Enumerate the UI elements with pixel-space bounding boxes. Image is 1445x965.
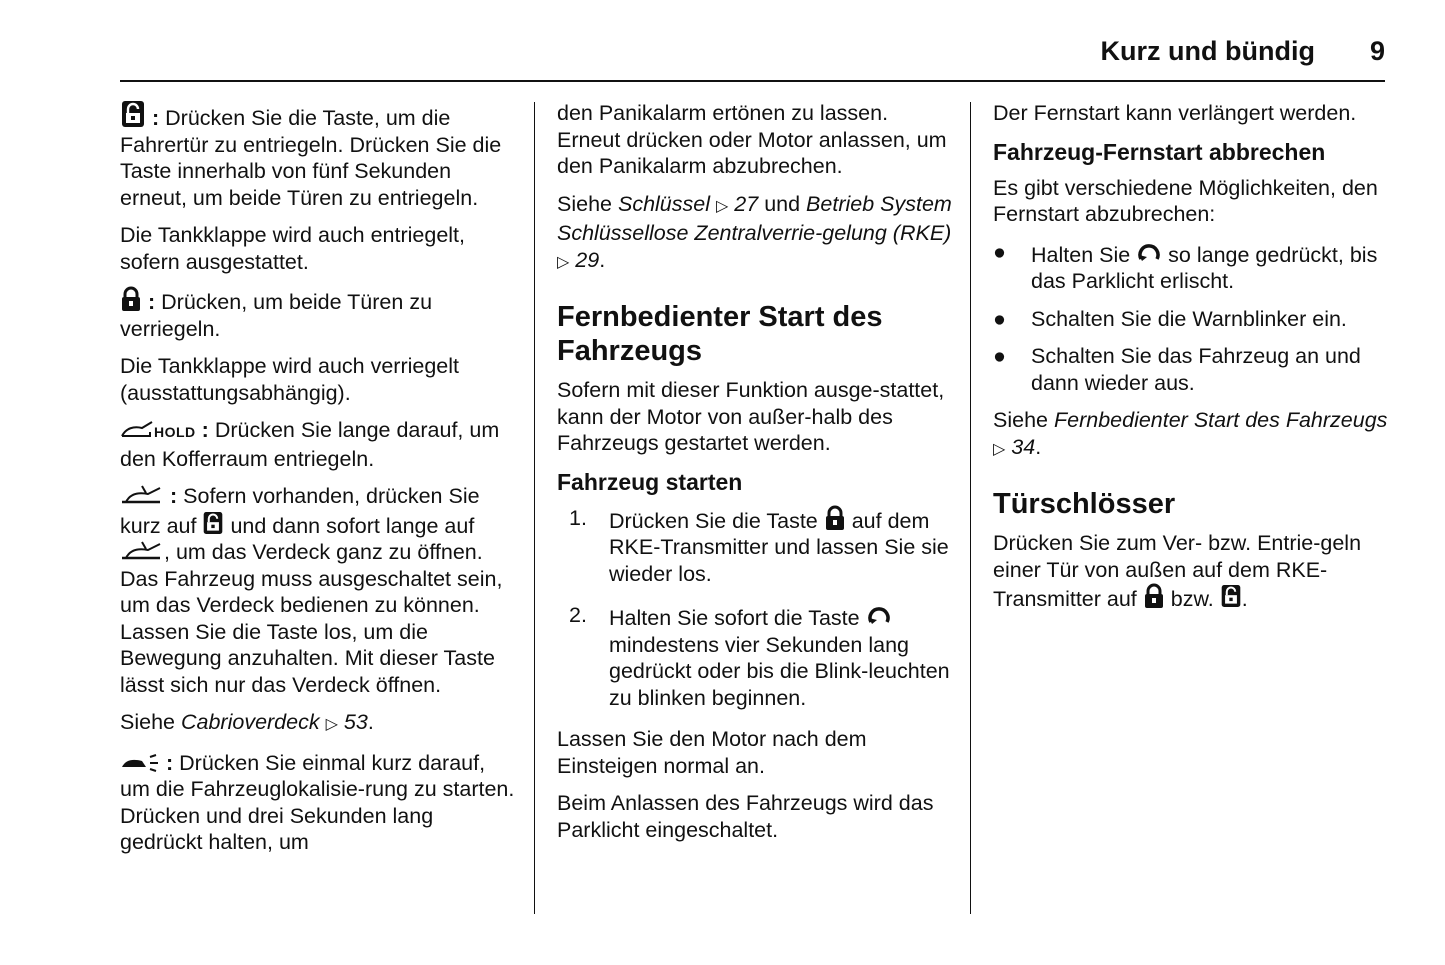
heading-door-locks: Türschlösser bbox=[993, 488, 1176, 520]
step-1 bbox=[557, 505, 957, 588]
step-text-a: Drücken Sie die Taste bbox=[609, 508, 818, 533]
arrow-icon: ▷ bbox=[325, 716, 338, 733]
lock-icon bbox=[120, 286, 142, 312]
bullet-item bbox=[993, 343, 1388, 396]
bullet-dot: ● bbox=[993, 239, 1006, 264]
lock-icon bbox=[1143, 583, 1165, 609]
page-header bbox=[120, 30, 1385, 82]
bullet-text: Schalten Sie die Warnblinker ein. bbox=[1031, 306, 1347, 331]
unlock-icon bbox=[202, 510, 224, 536]
column-1 bbox=[120, 100, 515, 867]
heading-cancel-remote: Fahrzeug-Fernstart abbrechen bbox=[993, 138, 1326, 165]
page-number: 9 bbox=[1369, 36, 1385, 66]
step-2 bbox=[557, 602, 957, 711]
key-link[interactable]: Schlüssel bbox=[617, 191, 710, 216]
cancel-intro: Es gibt verschiedene Möglichkeiten, den Fernstart abzubrechen: bbox=[993, 175, 1378, 226]
and-text: und bbox=[764, 191, 801, 216]
hold-label: HOLD bbox=[154, 424, 196, 440]
heading-remote-start: Fernbedienter Start des Fahrzeugs bbox=[557, 301, 883, 367]
cabrio-link[interactable]: Cabrioverdeck bbox=[180, 710, 320, 734]
remote-start-link[interactable]: Fernbedienter Start des Fahrzeugs bbox=[1053, 408, 1388, 432]
lock-description: Drücken, um beide Türen zu verriegeln. bbox=[120, 290, 433, 341]
bullet-text: Schalten Sie das Fahrzeug an und dann wieder aus. bbox=[1031, 344, 1361, 395]
see-remote-start: Siehe Fernbedienter Start des Fahrzeugs ▷ 34. bbox=[993, 408, 1388, 459]
lock-icon bbox=[824, 505, 846, 531]
trunk-release-icon bbox=[120, 420, 154, 440]
locator-paragraph: : Drücken Sie einmal kurz darauf, um die Fahrzeuglokalisie-rung zu starten. Drücken und drei Sekunden lang gedrückt halten, um bbox=[120, 750, 515, 854]
bullet-item bbox=[993, 306, 1388, 333]
vehicle-locator-icon bbox=[120, 753, 160, 773]
bullet-dot: ● bbox=[993, 306, 1006, 331]
remote-intro: Sofern mit dieser Funktion ausge-stattet, kann der Motor von außer-halb des Fahrzeugs gestartet werden. bbox=[557, 378, 945, 455]
remote-start-icon bbox=[866, 602, 892, 628]
heading-start-vehicle: Fahrzeug starten bbox=[557, 468, 743, 495]
trunk-paragraph: HOLD : Drücken Sie lange darauf, um den Kofferraum entriegeln. bbox=[120, 418, 500, 471]
convertible-paragraph: : Sofern vorhanden, drücken Sie kurz auf und dann sofort lange auf , um das Verdeck ganz zu öffnen. Das Fahrzeug muss ausgeschaltet sein, um das Verdeck bedienen zu können. Lassen Sie die Taste los, um die Bewegung anzuhalten. Mit dieser Taste lässt sich nur das Verdeck öffnen. bbox=[120, 484, 503, 697]
unlock-icon bbox=[1220, 583, 1242, 609]
column-divider bbox=[970, 102, 971, 914]
see-cabrio: Siehe Cabrioverdeck ▷ 53. bbox=[120, 710, 374, 734]
cabrio-page-ref[interactable]: 53 bbox=[343, 710, 368, 734]
step-number: 2. bbox=[569, 603, 587, 627]
remote-start-icon bbox=[1136, 239, 1162, 265]
lock-paragraph: : Drücken, um beide Türen zu verriegeln. bbox=[120, 286, 515, 342]
bullet-dot: ● bbox=[993, 344, 1006, 368]
panic-continuation: den Panikalarm ertönen zu lassen. Erneut drücken oder Motor anlassen, um den Panikalarm abzubrechen. bbox=[557, 101, 947, 178]
section-title: Kurz und bündig bbox=[1100, 36, 1315, 66]
unlock-fuel-paragraph: Die Tankklappe wird auch entriegelt, sofern ausgestattet. bbox=[120, 223, 465, 274]
arrow-icon: ▷ bbox=[557, 253, 570, 271]
bullet-item bbox=[993, 239, 1388, 295]
convertible-text-b: und dann sofort lange auf bbox=[230, 513, 475, 538]
step-text-b: mindestens vier Sekunden lang gedrückt oder bis die Blink-leuchten zu blinken beginnen. bbox=[609, 632, 950, 710]
trunk-description: Drücken Sie lange darauf, um den Kofferraum entriegeln. bbox=[120, 418, 500, 471]
see-prefix: Siehe bbox=[120, 710, 175, 734]
bullet-text-b: so lange gedrückt, bis das Parklicht erlischt. bbox=[1031, 242, 1378, 293]
locks-text-b: bzw. bbox=[1170, 587, 1214, 611]
unlock-paragraph: : Drücken Sie die Taste, um die Fahrertür zu entriegeln. Drücken Sie die Taste innerhalb von fünf Sekunden erneut, um beide Türen zu entriegeln. bbox=[120, 100, 515, 211]
convertible-text-a: Sofern vorhanden, drücken Sie kurz auf bbox=[120, 484, 480, 538]
step-text-a: Halten Sie sofort die Taste bbox=[609, 606, 860, 630]
arrow-icon: ▷ bbox=[993, 440, 1006, 458]
key-page-ref[interactable]: 27 bbox=[734, 191, 759, 216]
arrow-icon: ▷ bbox=[715, 197, 729, 215]
convertible-text-c: , um das Verdeck ganz zu öffnen. Das Fahrzeug muss ausgeschaltet sein, um das Verdeck bedienen zu können. Lassen Sie die Taste los, um die Bewegung anzuhalten. Mit dieser Taste lässt sich nur das Verdeck öffnen. bbox=[120, 540, 503, 697]
column-divider bbox=[534, 102, 535, 914]
see-prefix: Siehe bbox=[993, 408, 1048, 432]
see-key-rke: Siehe Schlüssel ▷ 27 und Betrieb System Schlüssellose Zentralverrie-gelung (RKE) ▷ 29. bbox=[557, 191, 952, 272]
after-start-1: Lassen Sie den Motor nach dem Einsteigen normal an. bbox=[557, 727, 867, 778]
after-start-2: Beim Anlassen des Fahrzeugs wird das Parklicht eingeschaltet. bbox=[557, 791, 934, 842]
remote-start-page-ref[interactable]: 34 bbox=[1011, 434, 1036, 459]
convertible-top-icon bbox=[120, 484, 164, 506]
step-text-b: auf dem RKE-Transmitter und lassen Sie sie wieder los. bbox=[609, 508, 949, 586]
unlock-description: Drücken Sie die Taste, um die Fahrertür zu entriegeln. Drücken Sie die Taste innerhalb von fünf Sekunden erneut, um beide Türen zu entriegeln. bbox=[120, 106, 502, 210]
lock-fuel-paragraph: Die Tankklappe wird auch verriegelt (ausstattungsabhängig). bbox=[120, 354, 460, 405]
convertible-top-icon bbox=[120, 540, 164, 562]
step-number: 1. bbox=[569, 505, 587, 530]
locks-text-a: Drücken Sie zum Ver- bzw. Entrie-geln einer Tür von außen auf dem RKE-Transmitter auf bbox=[993, 531, 1362, 611]
rke-page-ref[interactable]: 29 bbox=[575, 247, 600, 272]
locator-description: Drücken Sie einmal kurz darauf, um die Fahrzeuglokalisie-rung zu starten. Drücken und drei Sekunden lang gedrückt halten, um bbox=[120, 750, 515, 854]
unlock-icon bbox=[120, 100, 146, 128]
see-prefix: Siehe bbox=[557, 191, 612, 216]
bullet-text-a: Halten Sie bbox=[1031, 242, 1131, 267]
column-3 bbox=[993, 100, 1388, 624]
column-2 bbox=[557, 100, 957, 854]
rke-link[interactable]: Betrieb System Schlüssellose Zentralverrie-gelung (RKE) bbox=[557, 191, 952, 245]
extend-paragraph: Der Fernstart kann verlängert werden. bbox=[993, 101, 1357, 125]
door-locks-paragraph: Drücken Sie zum Ver- bzw. Entrie-geln einer Tür von außen auf dem RKE-Transmitter auf bzw. . bbox=[993, 531, 1362, 611]
